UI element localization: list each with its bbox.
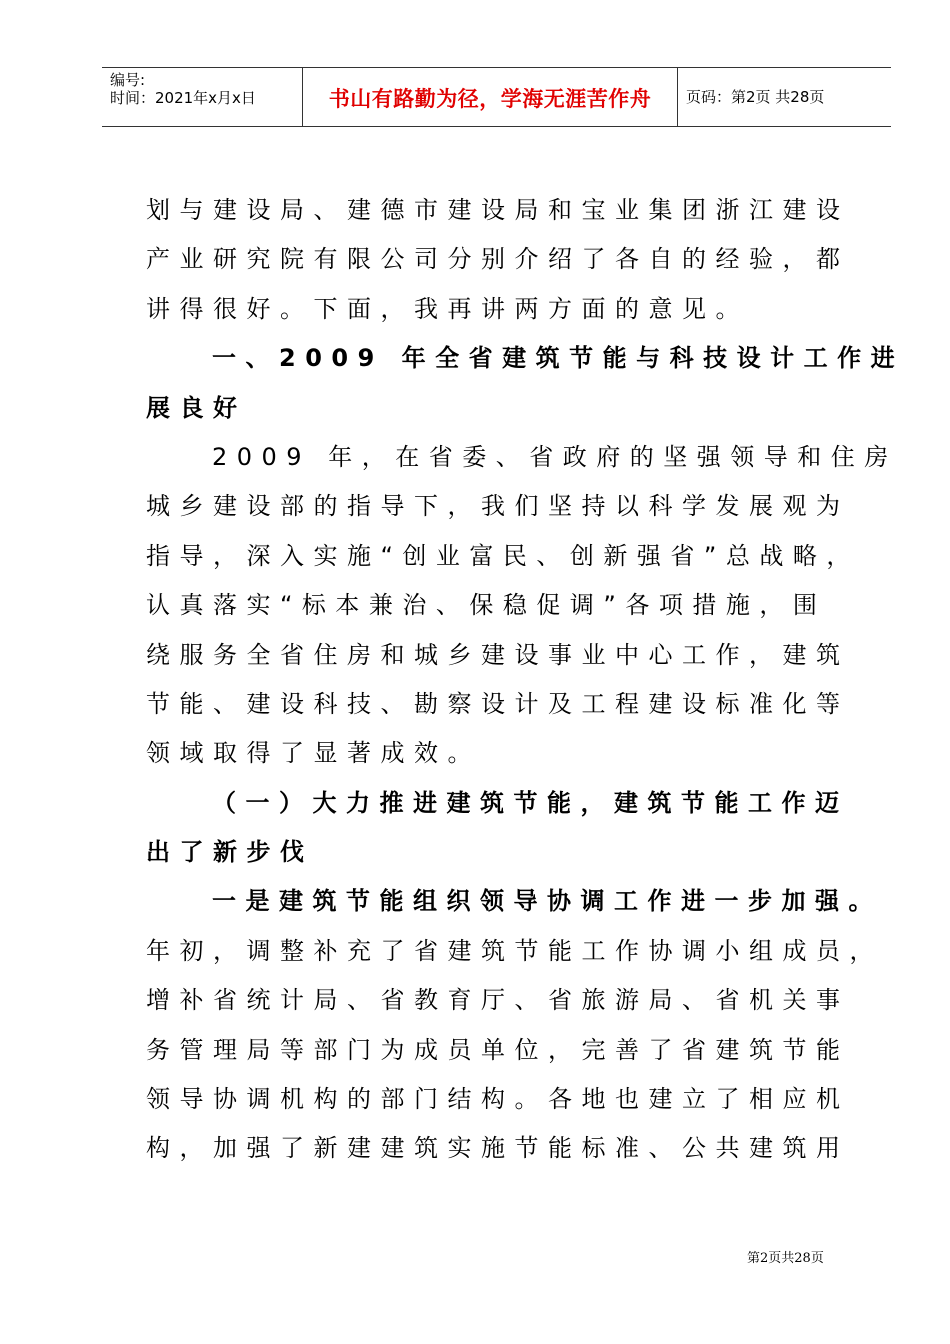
body-line: 增补省统计局、省教育厅、省旅游局、省机关事 [146,986,850,1015]
document-time-label: 时间：2021年x月x日 [110,89,256,107]
point-heading: 一是建筑节能组织领导协调工作进一步加强。 [212,887,882,916]
header-motto-cell [303,68,678,126]
body-line: 务管理局等部门为成员单位，完善了省建筑节能 [146,1035,850,1064]
body-line: 绕服务全省住房和城乡建设事业中心工作，建筑 [146,640,850,669]
body-line: 2009 年，在省委、省政府的坚强领导和住房 [212,442,898,471]
page-header [102,67,891,127]
header-page-number: 页码：第2页 共28页 [686,88,825,106]
body-line: 指导，深入实施“创业富民、创新强省”总战略， [146,541,860,570]
body-line: 领域取得了显著成效。 [146,739,481,768]
subsection-heading-continued: 出了新步伐 [146,838,314,867]
subsection-heading: （一）大力推进建筑节能，建筑节能工作迈 [212,788,849,817]
header-meta-cell [102,68,303,126]
body-line: 城乡建设部的指导下，我们坚持以科学发展观为 [146,492,850,521]
body-line: 节能、建设科技、勘察设计及工程建设标准化等 [146,689,850,718]
section-heading: 一、2009 年全省建筑节能与科技设计工作进 [212,344,905,373]
header-motto: 书山有路勤为径，学海无涯苦作舟 [328,87,652,111]
body-line: 年初，调整补充了省建筑节能工作协调小组成员， [146,936,883,965]
header-page-cell [678,68,891,126]
body-line: 领导协调机构的部门结构。各地也建立了相应机 [146,1085,850,1114]
document-body [146,186,905,1174]
body-line: 构，加强了新建建筑实施节能标准、公共建筑用 [146,1134,850,1163]
section-heading-continued: 展良好 [146,393,247,422]
body-line: 产业研究院有限公司分别介绍了各自的经验，都 [146,245,850,274]
page-footer-number: 第2页共28页 [747,1251,824,1266]
document-code-label: 编号: [110,71,146,89]
body-line: 认真落实“标本兼治、保稳促调”各项措施，围 [146,591,827,620]
body-line: 划与建设局、建德市建设局和宝业集团浙江建设 [146,196,850,224]
body-line: 讲得很好。下面，我再讲两方面的意见。 [146,294,749,323]
